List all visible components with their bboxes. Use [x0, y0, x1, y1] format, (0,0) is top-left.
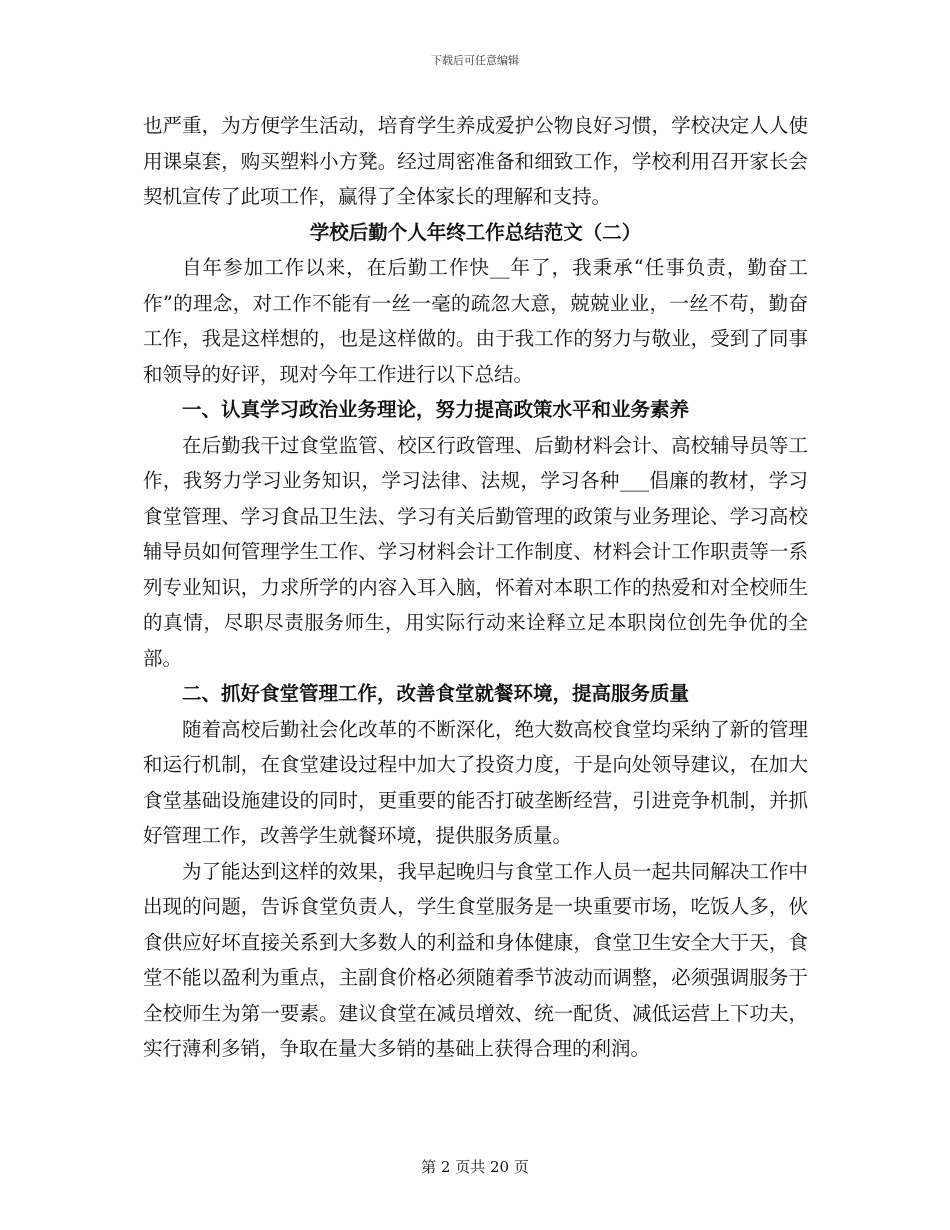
section-heading-1: 一、认真学习政治业务理论，努力提高政策水平和业务素养 — [182, 398, 690, 421]
document-body — [143, 108, 808, 1067]
section-heading-2: 二、抓好食堂管理工作，改善食堂就餐环境，提高服务质量 — [182, 682, 690, 705]
page-footer: 第 2 页共 20 页 — [421, 1158, 529, 1176]
section-1-paragraph: 在后勤我干过食堂监管、校区行政管理、后勤材料会计、高校辅导员等工作，我努力学习业务知识，学习法律、法规，学习各种___倡廉的教材，学习食堂管理、学习食品卫生法、学习有关后勤管理的政策与业务理论、学习高校辅导员如何管理学生工作、学习材料会计工作制度、材料会计工作职责等一系列专业知识，力求所学的内容入耳入脑，怀着对本职工作的热爱和对全校师生的真情，尽职尽责服务师生，用实际行动来诠释立足本职岗位创先争优的全部。 — [143, 433, 808, 670]
continuation-paragraph: 也严重，为方便学生活动，培育学生养成爱护公物良好习惯，学校决定人人使用课桌套，购买塑料小方凳。经过周密准备和细致工作，学校利用召开家长会契机宣传了此项工作，赢得了全体家长的理解和支持。 — [143, 114, 808, 208]
intro-paragraph: 自年参加工作以来，在后勤工作快__年了，我秉承“任事负责，勤奋工作”的理念，对工作不能有一丝一毫的疏忽大意，兢兢业业，一丝不苟，勤奋工作，我是这样想的，也是这样做的。由于我工作的努力与敬业，受到了同事和领导的好评，现对今年工作进行以下总结。 — [143, 256, 808, 386]
page-header: 下载后可任意编辑 — [431, 54, 519, 67]
section-2-paragraph-1: 随着高校后勤社会化改革的不断深化，绝大数高校食堂均采纳了新的管理和运行机制，在食堂建设过程中加大了投资力度，于是向处领导建议，在加大食堂基础设施建设的同时，更重要的能否打破垄断经营，引进竞争机制，并抓好管理工作，改善学生就餐环境，提供服务质量。 — [143, 717, 808, 847]
section-2-paragraph-2: 为了能达到这样的效果，我早起晚归与食堂工作人员一起共同解决工作中出现的问题，告诉食堂负责人，学生食堂服务是一块重要市场，吃饭人多，伙食供应好坏直接关系到大多数人的利益和身体健康，食堂卫生安全大于天，食堂不能以盈利为重点，主副食价格必须随着季节波动而调整，必须强调服务于全校师生为第一要素。建议食堂在减员增效、统一配货、减低运营上下功夫，实行薄利多销，争取在量大多销的基础上获得合理的利润。 — [143, 859, 808, 1060]
document-title: 学校后勤个人年终工作总结范文（二） — [309, 220, 642, 244]
